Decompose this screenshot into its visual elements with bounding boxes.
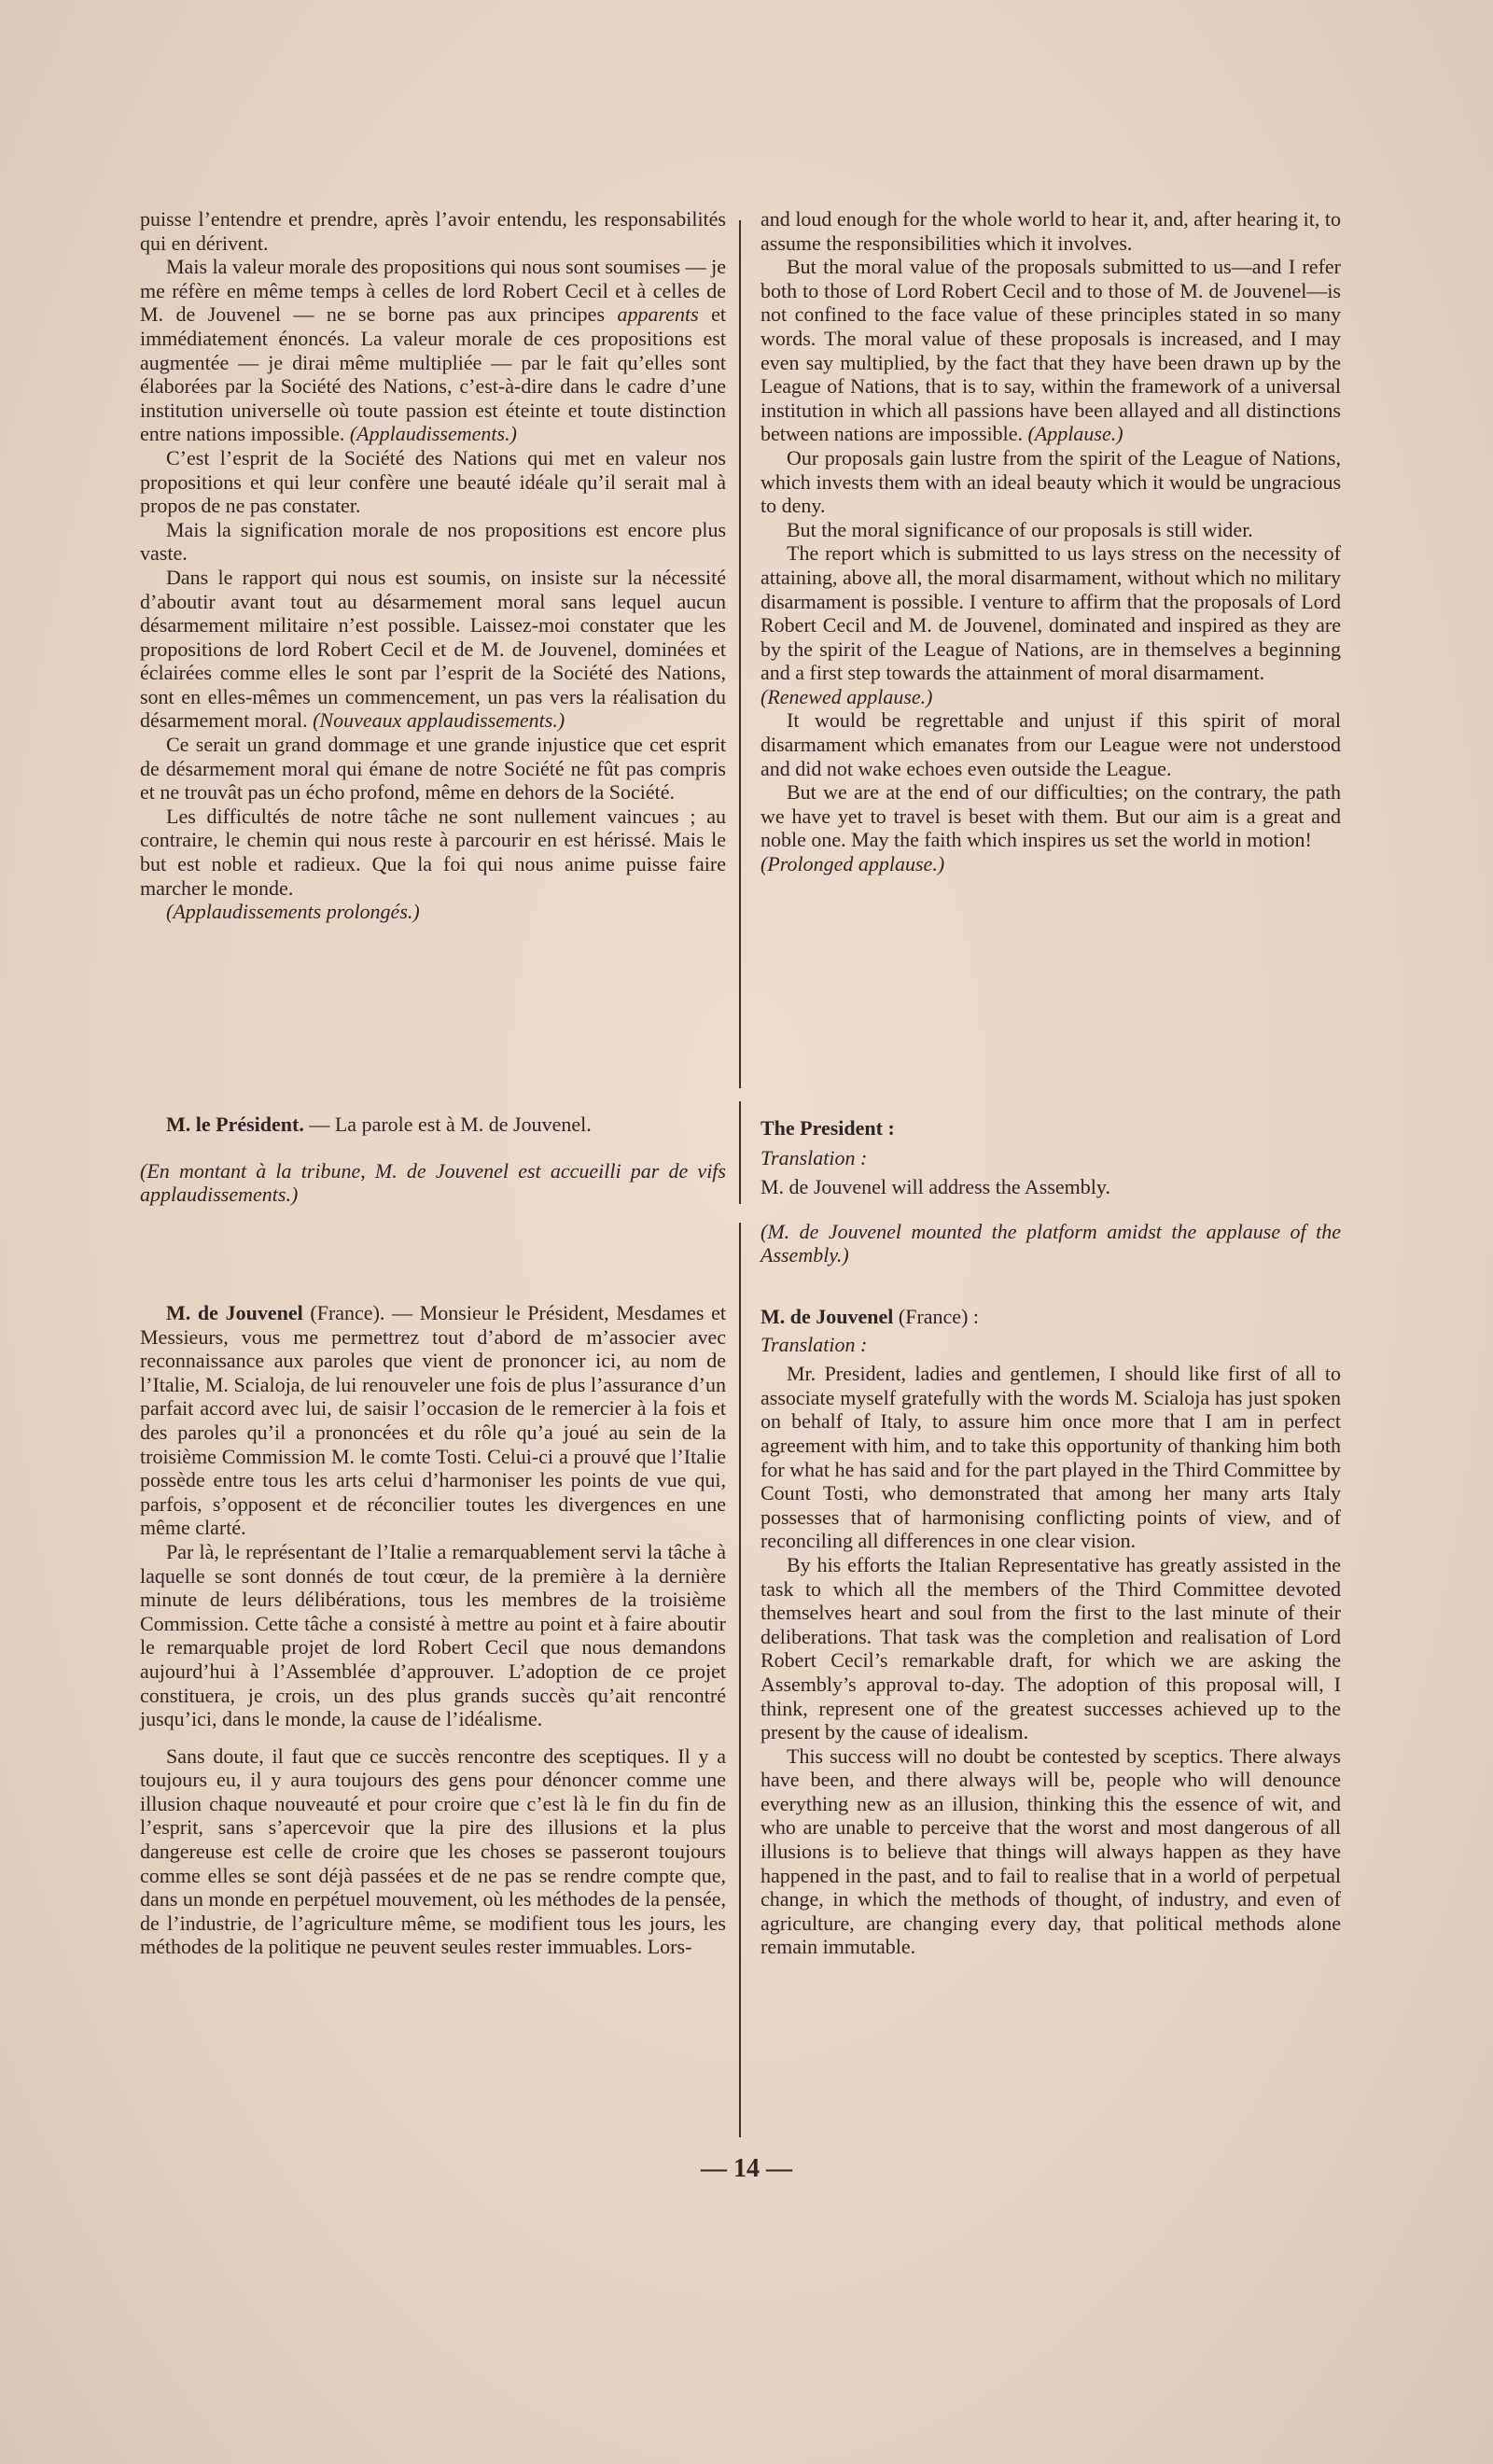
en-paragraph: But we are at the end of our difficulties; on the contrary, the path we have yet to travel is beset with them. But our aim is a great and noble one. May the faith which inspires us set the world in motion! xyxy=(760,780,1341,852)
fr-paragraph: (Applaudissements prolongés.) xyxy=(166,900,420,924)
en-paragraph: Mr. President, ladies and gentlemen, I should like first of all to associate myself gratefully with the words M. Scialoja has just spoken on behalf of Italy, to assure him once more that I am in perfect agreement with him, and to take this opportunity of thanking him both for what he has said and for the part played in the Third Committee by Count Tosti, who demonstrated that among her many arts Italy possesses that of harmonising conflicting points of view, and of reconciling all differences in one clear vision. xyxy=(760,1362,1341,1553)
fr-applause: (Applaudissements.) xyxy=(349,422,517,446)
fr-paragraph: Ce serait un grand dommage et une grande injustice que cet esprit de désarmement moral qui émane de notre Société ne fût pas compris et ne trouvât pas un écho profond, même en dehors de la Société. xyxy=(140,733,726,805)
french-president-block xyxy=(140,1113,726,1207)
en-paragraph: and loud enough for the whole world to hear it, and, after hearing it, to assume the responsibilities which it involves. xyxy=(760,207,1341,255)
fr-president-line xyxy=(140,1113,726,1137)
en-president-speech: M. de Jouvenel will address the Assembly. xyxy=(760,1175,1110,1199)
en-speaker-line xyxy=(760,1305,1341,1329)
en-paragraph: But the moral significance of our proposals is still wider. xyxy=(787,517,1253,541)
translation-label: Translation : xyxy=(760,1332,868,1356)
fr-paragraph xyxy=(140,566,726,733)
en-text: But the moral value of the proposals submitted to us—and I refer both to those of Lord Robert Cecil and to those of M. de Jouvenel—is not confined to the face value of these principles stated in so many words. The moral value of these proposals is increased, and I may even say multiplied, by the fact that they have been drawn up by the League of Nations, that is to say, within the framework of a universal institution in which all passions have been allayed and all distinctions between nations are impossible. xyxy=(760,255,1341,446)
en-paragraph xyxy=(760,255,1341,446)
column-divider xyxy=(739,1101,741,1204)
fr-paragraph: puisse l’entendre et prendre, après l’avoir entendu, les responsabilités qui en dérivent. xyxy=(140,207,726,255)
french-column-top xyxy=(140,207,726,924)
speaker-name: The President : xyxy=(760,1116,895,1140)
fr-stage-direction: (En montant à la tribune, M. de Jouvenel est accueilli par de vifs applaudissements.) xyxy=(140,1158,726,1207)
speaker-name: M. le Président. xyxy=(166,1113,304,1136)
fr-emphasis: apparents xyxy=(617,302,699,327)
speaker-name: M. de Jouvenel xyxy=(166,1301,303,1324)
en-text: (France) : xyxy=(893,1305,980,1328)
fr-paragraph xyxy=(140,255,726,446)
speaker-name: M. de Jouvenel xyxy=(760,1305,894,1328)
en-paragraph: Our proposals gain lustre from the spirit of the League of Nations, which invests them with an ideal beauty which it would be ungracious to deny. xyxy=(760,445,1341,518)
en-applause: (Renewed applause.) xyxy=(760,684,933,708)
fr-paragraph: Les difficultés de notre tâche ne sont nullement vaincues ; au contraire, le chemin qui nous reste à parcourir en est hérissé. Mais le but est noble et radieux. Que la foi qui nous anime puisse faire marcher le monde. xyxy=(140,804,726,900)
fr-text: Monsieur le Président, Mesdames et Messieurs, vous me permettrez tout d’abord de m’associer avec reconnaissance aux paroles que vient de prononcer ici, au nom de l’Italie, M. Scialoja, de lui renouveler une fois de plus l’assurance d’un parfait accord avec lui, de saisir l’occasion de le remercier à la fois et des paroles qu’il a prononcées et du rôle qu’a joué au sein de la troisième Commission M. le comte Tosti. Celui-ci a prouvé que l’Italie possède entre tous les arts celui d’harmoniser les points de vue qui, parfois, s’opposent et de réconcilier toutes les divergences en une même clarté. xyxy=(140,1301,726,1540)
fr-text: Dans le rapport qui nous est soumis, on insiste sur la nécessité d’aboutir avant tout au désarmement moral sans lequel aucun désarmement militaire n’est possible. Laissez-moi constater que les propositions de lord Robert Cecil et de M. de Jouvenel, dominées et éclairées comme elles le sont par l’esprit de la Société des Nations, sont en elles-mêmes un commencement, un pas vers la réalisation du désarmement moral. xyxy=(140,565,726,733)
translation-label: Translation : xyxy=(760,1145,868,1169)
english-president-block xyxy=(760,1116,1341,1267)
fr-text: — La parole est à M. de Jouvenel. xyxy=(303,1113,592,1136)
en-applause: (Prolonged applause.) xyxy=(760,852,945,876)
english-column-bottom xyxy=(760,1305,1341,1959)
english-column-top xyxy=(760,207,1341,876)
fr-applause: (Nouveaux applaudissements.) xyxy=(313,708,565,733)
en-paragraph: It would be regrettable and unjust if this spirit of moral disarmament which emanates from our League were not understood and did not wake echoes even outside the League. xyxy=(760,708,1341,780)
en-paragraph: The report which is submitted to us lays stress on the necessity of attaining, above all, the moral disarmament, without which no military disarmament is possible. I venture to affirm that the proposals of Lord Robert Cecil and M. de Jouvenel, dominated and inspired as they are by the spirit of the League of Nations, are in themselves a beginning and a first step towards the attainment of moral disarmament. xyxy=(760,541,1341,685)
en-paragraph: This success will no doubt be contested by sceptics. There always have been, and there always will be, people who will denounce everything new as an illusion, thinking this the essence of wit, and who are unable to perceive that the worst and most dangerous of all illusions is to believe that things will always happen as they have happened in the past, and to fail to realise that in a world of perpetual change, in which the methods of thought, of industry, and even of agriculture, are changing every day, that political methods alone remain immutable. xyxy=(760,1743,1341,1959)
fr-paragraph xyxy=(140,1301,726,1540)
column-divider xyxy=(739,220,741,1088)
en-applause: (Applause.) xyxy=(1027,422,1123,446)
fr-text: Mais la valeur morale des propositions qui nous sont soumises — je me réfère en même temps à celles de lord Robert Cecil et à celles de M. de Jouvenel — ne se borne pas aux principes xyxy=(140,255,726,327)
column-divider xyxy=(739,1223,741,2137)
fr-paragraph: Par là, le représentant de l’Italie a remarquablement servi la tâche à laquelle se sont donnés de tout cœur, de la première à la dernière minute de leurs délibérations, tous les membres de la troisième Commission. Cette tâche a consisté à mettre au point et à faire aboutir le remarquable projet de lord Robert Cecil que nous demandons aujourd’hui à l’Assemblée d’approuver. L’adoption de ce projet constituera, je crois, un des plus grands succès qu’ait rencontré jusqu’ici, dans le monde, la cause de l’idéalisme. xyxy=(140,1539,726,1731)
fr-text: (France). — xyxy=(302,1301,420,1324)
en-paragraph: By his efforts the Italian Representative has greatly assisted in the task to which all the members of the Third Committee devoted themselves heart and soul from the first to the last minute of their deliberations. That task was the completion and realisation of Lord Robert Cecil’s remarkable draft, for which we are asking the Assembly’s approval to-day. The adoption of this proposal will, I think, represent one of the greatest successes achieved up to the present by the cause of idealism. xyxy=(760,1552,1341,1744)
fr-paragraph: Mais la signification morale de nos propositions est encore plus vaste. xyxy=(140,517,726,566)
fr-paragraph: Sans doute, il faut que ce succès rencontre des sceptiques. Il y a toujours eu, il y aura toujours des gens pour dénoncer comme une illusion chaque nouveauté et pour croire que c’est là le fin du fin de l’esprit, sans s’apercevoir que la pire des illusions et la plus dangereuse est celle de croire que les choses se passeront toujours comme elles se sont déjà passées et de ne pas se rendre compte que, dans un monde en perpétuel mouvement, où les méthodes de la pensée, de l’industrie, de l’agriculture même, se modifient tous les jours, les méthodes de la politique ne peuvent seules rester immuables. Lors- xyxy=(140,1743,726,1959)
page-number: — 14 — xyxy=(701,2154,792,2183)
en-stage-direction: (M. de Jouvenel mounted the platform amidst the applause of the Assembly.) xyxy=(760,1219,1341,1267)
fr-paragraph: C’est l’esprit de la Société des Nations qui met en valeur nos propositions et qui leur confère une beauté idéale qu’il serait mal à propos de ne pas constater. xyxy=(140,445,726,518)
french-column-bottom xyxy=(140,1301,726,1959)
fr-text: et immédiatement énoncés. La valeur morale de ces propositions est augmentée — je dirai même multipliée — par le fait qu’elles sont élaborées par la Société des Nations, c’est-à-dire dans le cadre d’une institution universelle où toute passion est éteinte et toute distinction entre nations impossible. xyxy=(140,302,726,446)
